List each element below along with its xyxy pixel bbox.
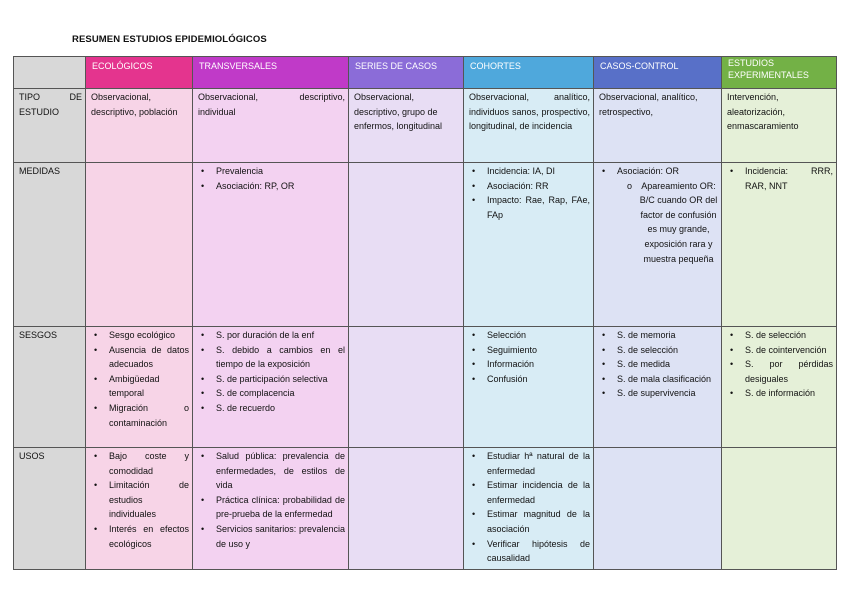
- list-item: • Salud pública: prevalencia de enfermedades, de estilos de vida: [198, 449, 345, 493]
- list-item: • Asociación: OR: [599, 164, 718, 179]
- cell-tipo-transversales: Observacional, descriptivo, individual: [193, 89, 349, 163]
- cell-tipo-ecologicos: Observacional, descriptivo, población: [86, 89, 193, 163]
- list-item: • Limitación de estudios individuales: [91, 478, 189, 522]
- list-item: • Ausencia de datos adecuados: [91, 343, 189, 372]
- list-item: • Incidencia: RRR, RAR, NNT: [727, 164, 833, 193]
- row-usos: [14, 448, 837, 570]
- list-item: • Servicios sanitarios: prevalencia de uso y: [198, 522, 345, 551]
- list-item: • Confusión: [469, 372, 590, 387]
- cell-tipo-cohortes: Observacional, analítico, individuos sanos, prospectivo, longitudinal, de incidencia: [464, 89, 594, 163]
- row-label-sesgos: SESGOS: [14, 327, 86, 448]
- list-item: • Información: [469, 357, 590, 372]
- list-item: • S. de supervivencia: [599, 386, 718, 401]
- cell-usos-casos-control: [594, 448, 722, 570]
- cell-tipo-series: Observacional, descriptivo, grupo de enfermos, longitudinal: [349, 89, 464, 163]
- list-item: • Asociación: RR: [469, 179, 590, 194]
- list-item: • Bajo coste y comodidad: [91, 449, 189, 478]
- cell-medidas-series: [349, 163, 464, 327]
- list-item: • Impacto: Rae, Rap, FAe, FAp: [469, 193, 590, 222]
- list-item: • S. de cointervención: [727, 343, 833, 358]
- sub-bullet: o: [627, 180, 633, 191]
- cell-usos-series: [349, 448, 464, 570]
- list-item: • S. por pérdidas desiguales: [727, 357, 833, 386]
- cell-medidas-transversales: [193, 163, 349, 327]
- cell-tipo-experimentales: Intervención, aleatorización, enmascaramiento: [722, 89, 837, 163]
- cell-sesgos-experimentales: [722, 327, 837, 448]
- list-item: • Ambigüedad temporal: [91, 372, 189, 401]
- row-sesgos: [14, 327, 837, 448]
- header-cohortes: COHORTES: [464, 57, 594, 89]
- list-item: • Verificar hipótesis de causalidad: [469, 537, 590, 566]
- row-medidas: [14, 163, 837, 327]
- header-series-casos: SERIES DE CASOS: [349, 57, 464, 89]
- list-item: • Estimar magnitud de la asociación: [469, 507, 590, 536]
- cell-medidas-casos-control: [594, 163, 722, 327]
- list-item: • Incidencia: IA, DI: [469, 164, 590, 179]
- cell-medidas-ecologicos: [86, 163, 193, 327]
- list-item: • Práctica clínica: probabilidad de pre-prueba de la enfermedad: [198, 493, 345, 522]
- list-item: • S. de mala clasificación: [599, 372, 718, 387]
- list-item: • Prevalencia: [198, 164, 345, 179]
- list-item: • Selección: [469, 328, 590, 343]
- cell-sesgos-casos-control: [594, 327, 722, 448]
- list-item: • S. de participación selectiva: [198, 372, 345, 387]
- row-label-usos: USOS: [14, 448, 86, 570]
- list-item: • S. de información: [727, 386, 833, 401]
- list-item: • Estimar incidencia de la enfermedad: [469, 478, 590, 507]
- row-label-tipo: TIPO DE ESTUDIO: [14, 89, 86, 163]
- cell-sesgos-cohortes: [464, 327, 594, 448]
- list-item: • S. de medida: [599, 357, 718, 372]
- corner-cell: [14, 57, 86, 89]
- document-title: RESUMEN ESTUDIOS EPIDEMIOLÓGICOS: [72, 34, 267, 45]
- header-transversales: TRANSVERSALES: [193, 57, 349, 89]
- list-item: • Seguimiento: [469, 343, 590, 358]
- cell-usos-cohortes: [464, 448, 594, 570]
- header-experimentales: ESTUDIOS EXPERIMENTALES: [722, 57, 837, 89]
- cell-sesgos-transversales: [193, 327, 349, 448]
- cell-usos-ecologicos: [86, 448, 193, 570]
- list-item: • Sesgo ecológico: [91, 328, 189, 343]
- sub-list-item: o Apareamiento OR: B/C cuando OR del factor de confusión es muy grande, exposición rara y muestra pequeña: [627, 180, 718, 264]
- list-item: • S. de recuerdo: [198, 401, 345, 416]
- list-item: • Asociación: RP, OR: [198, 179, 345, 194]
- list-item: • S. de complacencia: [198, 386, 345, 401]
- header-ecologicos: ECOLÓGICOS: [86, 57, 193, 89]
- header-row: [14, 57, 837, 89]
- row-tipo-estudio: [14, 89, 837, 163]
- row-label-medidas: MEDIDAS: [14, 163, 86, 327]
- list-item: • Estudiar hª natural de la enfermedad: [469, 449, 590, 478]
- list-item: • S. de selección: [727, 328, 833, 343]
- cell-usos-transversales: [193, 448, 349, 570]
- list-item: • S. de selección: [599, 343, 718, 358]
- list-item: • S. de memoria: [599, 328, 718, 343]
- cell-usos-experimentales: [722, 448, 837, 570]
- list-item: • S. debido a cambios en el tiempo de la exposición: [198, 343, 345, 372]
- list-item: • S. por duración de la enf: [198, 328, 345, 343]
- cell-medidas-cohortes: [464, 163, 594, 327]
- list-item: • Interés en efectos ecológicos: [91, 522, 189, 551]
- header-casos-control: CASOS-CONTROL: [594, 57, 722, 89]
- cell-tipo-casos-control: Observacional, analítico, retrospectivo,: [594, 89, 722, 163]
- list-item: • Migración o contaminación: [91, 401, 189, 430]
- epidemiology-summary-table: [13, 56, 837, 570]
- cell-sesgos-ecologicos: [86, 327, 193, 448]
- cell-medidas-experimentales: [722, 163, 837, 327]
- cell-sesgos-series: [349, 327, 464, 448]
